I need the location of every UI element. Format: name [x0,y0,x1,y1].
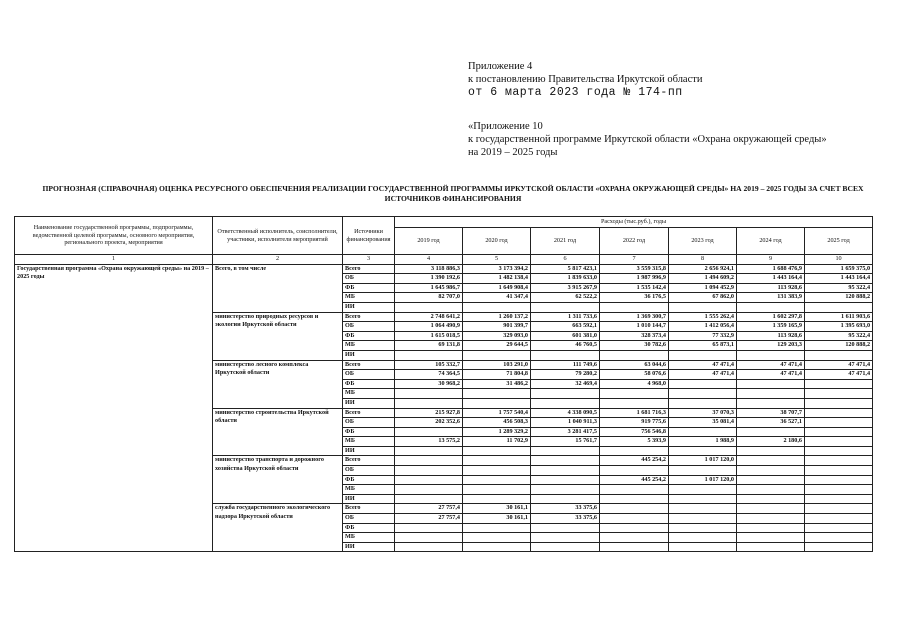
expense-value: 4 338 090,5 [531,408,600,418]
expense-value [531,542,600,552]
expense-value: 3 281 417,5 [531,427,600,437]
table-row [15,264,873,274]
column-index: 6 [531,255,600,265]
expense-value: 29 644,5 [463,341,531,351]
column-index: 5 [463,255,531,265]
expense-value: 65 873,1 [669,341,737,351]
expense-value: 103 291,0 [463,360,531,370]
funding-source: Всего [343,408,395,418]
expense-value [600,533,669,543]
expense-value [600,350,669,360]
expense-value: 3 118 886,3 [395,264,463,274]
expense-value: 1 649 908,4 [463,283,531,293]
expense-value [737,542,805,552]
expense-value [463,302,531,312]
expense-value [805,494,873,504]
expense-value: 1 443 164,4 [737,274,805,284]
expense-value [737,485,805,495]
appendix-resolution: к постановлению Правительства Иркутской области [468,74,703,85]
expense-value [463,456,531,466]
expense-value: 47 471,4 [805,360,873,370]
expense-value: 47 471,4 [669,360,737,370]
expense-value [805,350,873,360]
funding-source: МБ [343,533,395,543]
expense-value [737,379,805,389]
expense-value [395,485,463,495]
expense-value: 37 070,3 [669,408,737,418]
expense-value [463,466,531,476]
expense-value [805,523,873,533]
expense-value: 663 592,1 [531,322,600,332]
expense-value: 756 546,8 [600,427,669,437]
expense-value [669,427,737,437]
expense-value: 36 176,5 [600,293,669,303]
expense-value [600,504,669,514]
expense-value: 36 527,1 [737,418,805,428]
appendix-date: от 6 марта 2023 года № 174-пп [468,86,683,99]
executor-name: служба государственного экологического надзора Иркутской области [213,504,343,552]
expense-value [463,533,531,543]
executor-name: министерство природных ресурсов и экологии Иркутской области [213,312,343,360]
appendix-number: Приложение 4 [468,61,533,72]
expense-value [531,446,600,456]
funding-source: ИИ [343,446,395,456]
funding-source: МБ [343,293,395,303]
expense-value [737,533,805,543]
expense-value [463,485,531,495]
expense-value [600,514,669,524]
expense-value [737,427,805,437]
expense-value: 1 555 262,4 [669,312,737,322]
expense-value [395,389,463,399]
expense-value: 1 017 120,0 [669,475,737,485]
expense-value [737,514,805,524]
expense-value [600,446,669,456]
expense-value [805,302,873,312]
expense-value [395,350,463,360]
expense-value [669,523,737,533]
expense-value: 30 968,2 [395,379,463,389]
expense-value: 1 988,9 [669,437,737,447]
expense-value: 113 928,6 [737,331,805,341]
expense-value [669,389,737,399]
expense-value: 67 862,0 [669,293,737,303]
funding-source: МБ [343,437,395,447]
expense-value: 2 180,6 [737,437,805,447]
expense-value [805,466,873,476]
expense-value: 33 375,6 [531,514,600,524]
expense-value: 30 161,1 [463,514,531,524]
expense-value: 2 748 641,2 [395,312,463,322]
expense-value: 1 602 297,8 [737,312,805,322]
expense-value: 5 817 423,1 [531,264,600,274]
appendix-header [468,60,702,99]
expense-value: 74 364,5 [395,370,463,380]
expense-value: 1 064 490,9 [395,322,463,332]
expense-value [395,302,463,312]
expense-value: 1 289 329,2 [463,427,531,437]
expense-value: 120 888,2 [805,293,873,303]
funding-source: ОБ [343,466,395,476]
funding-source: МБ [343,341,395,351]
funding-source: МБ [343,389,395,399]
funding-source: ФБ [343,523,395,533]
expense-value [669,485,737,495]
funding-source: ОБ [343,274,395,284]
resource-table [14,216,873,552]
funding-source: ИИ [343,542,395,552]
expense-value [600,398,669,408]
expense-value [395,427,463,437]
executor-name: Всего, в том числе [213,264,343,312]
expense-value: 30 782,6 [600,341,669,351]
expense-value [531,466,600,476]
funding-source: ОБ [343,370,395,380]
expense-value [805,485,873,495]
header-year: 2025 год [805,228,873,255]
expense-value [531,494,600,504]
expense-value: 35 081,4 [669,418,737,428]
expense-value [395,446,463,456]
expense-value: 71 804,8 [463,370,531,380]
expense-value [600,485,669,495]
expense-value: 27 757,4 [395,514,463,524]
expense-value: 33 375,6 [531,504,600,514]
expense-value [737,350,805,360]
expense-value: 69 131,8 [395,341,463,351]
expense-value: 1 094 452,9 [669,283,737,293]
expense-value: 47 471,4 [805,370,873,380]
funding-source: ОБ [343,514,395,524]
funding-source: Всего [343,264,395,274]
expense-value: 1 369 300,7 [600,312,669,322]
expense-value: 47 471,4 [737,360,805,370]
expense-value [669,350,737,360]
expense-value [669,302,737,312]
expense-value [737,466,805,476]
header-year: 2024 год [737,228,805,255]
column-index: 8 [669,255,737,265]
expense-value [600,389,669,399]
expense-value [531,350,600,360]
expense-value [463,523,531,533]
funding-source: ФБ [343,427,395,437]
expense-value [531,456,600,466]
expense-value [669,504,737,514]
expense-value: 11 702,9 [463,437,531,447]
header-year: 2023 год [669,228,737,255]
expense-value: 77 332,9 [669,331,737,341]
expense-value: 2 656 924,1 [669,264,737,274]
expense-value: 1 017 120,0 [669,456,737,466]
expense-value [395,533,463,543]
expense-value: 38 707,7 [737,408,805,418]
column-index: 2 [213,255,343,265]
funding-source: МБ [343,485,395,495]
expense-value [737,456,805,466]
expense-value: 30 161,1 [463,504,531,514]
column-index: 1 [15,255,213,265]
header-year: 2020 год [463,228,531,255]
expense-value [395,456,463,466]
expense-value [463,350,531,360]
expense-value [395,542,463,552]
header-year: 2019 год [395,228,463,255]
expense-value: 1 395 693,0 [805,322,873,332]
document-title: ПРОГНОЗНАЯ (СПРАВОЧНАЯ) ОЦЕНКА РЕСУРСНОГО ОБЕСПЕЧЕНИЯ РЕАЛИЗАЦИИ ГОСУДАРСТВЕННОЙ ПРОГРАММЫ ИРКУТСКОЙ ОБЛАСТИ «ОХРАНА ОКРУЖАЮЩЕЙ СРЕДЫ» НА 2019 – 2025 ГОДЫ ЗА СЧЕТ ВСЕХ ИСТОЧНИКОВ ФИНАНСИРОВАНИЯ [42,184,864,203]
expense-value: 1 681 716,3 [600,408,669,418]
expense-value [395,523,463,533]
expense-value [669,514,737,524]
funding-source: ИИ [343,350,395,360]
expense-value [805,533,873,543]
expense-value: 1 010 144,7 [600,322,669,332]
expense-value [395,475,463,485]
expense-value: 1 839 633,0 [531,274,600,284]
expense-value [737,389,805,399]
expense-value: 62 522,2 [531,293,600,303]
column-index: 7 [600,255,669,265]
expense-value: 1 412 056,4 [669,322,737,332]
expense-value [463,389,531,399]
expense-value: 1 615 018,5 [395,331,463,341]
expense-value [805,456,873,466]
expense-value [669,446,737,456]
expense-value: 111 749,6 [531,360,600,370]
expense-value [805,408,873,418]
expense-value: 15 761,7 [531,437,600,447]
expense-value [805,504,873,514]
appendix-program-name: к государственной программе Иркутской области «Охрана окружающей среды» [468,134,827,145]
expense-value: 1 645 986,7 [395,283,463,293]
funding-source: ФБ [343,475,395,485]
expense-value [805,437,873,447]
expense-value: 1 311 733,6 [531,312,600,322]
expense-value [600,466,669,476]
expense-value [600,494,669,504]
expense-value: 41 347,4 [463,293,531,303]
expense-value: 1 688 476,9 [737,264,805,274]
expense-value [737,494,805,504]
funding-source: ИИ [343,494,395,504]
expense-value [531,523,600,533]
expense-value [669,494,737,504]
expense-value: 131 383,9 [737,293,805,303]
expense-value: 27 757,4 [395,504,463,514]
funding-source: Всего [343,312,395,322]
expense-value: 1 443 164,4 [805,274,873,284]
expense-value [805,379,873,389]
expense-value [805,514,873,524]
expense-value [805,542,873,552]
expense-value [531,302,600,312]
expense-value [531,485,600,495]
expense-value [805,418,873,428]
funding-source: Всего [343,360,395,370]
expense-value: 58 076,6 [600,370,669,380]
expense-value [600,302,669,312]
expense-value [805,475,873,485]
expense-value [531,533,600,543]
expense-value [669,533,737,543]
executor-name: министерство транспорта и дорожного хозяйства Иркутской области [213,456,343,504]
funding-source: ФБ [343,331,395,341]
expense-value: 445 254,2 [600,456,669,466]
expense-value [737,475,805,485]
column-index: 3 [343,255,395,265]
expense-value: 1 260 137,2 [463,312,531,322]
column-index: 9 [737,255,805,265]
expense-value: 1 611 903,6 [805,312,873,322]
expense-value: 329 093,0 [463,331,531,341]
expense-value: 120 888,2 [805,341,873,351]
funding-source: ОБ [343,418,395,428]
program-name: Государственная программа «Охрана окружающей среды» на 2019 – 2025 годы [15,264,213,552]
expense-value: 1 659 375,0 [805,264,873,274]
expense-value: 4 968,0 [600,379,669,389]
expense-value: 1 987 996,9 [600,274,669,284]
expense-value: 105 332,7 [395,360,463,370]
column-index: 10 [805,255,873,265]
expense-value: 328 373,4 [600,331,669,341]
expense-value: 32 469,4 [531,379,600,389]
expense-value: 1 494 609,2 [669,274,737,284]
appendix-program-number: «Приложение 10 [468,121,543,132]
expense-value [531,398,600,408]
expense-value [805,389,873,399]
expense-value [805,398,873,408]
expense-value [600,523,669,533]
expense-value [463,542,531,552]
expense-value: 13 575,2 [395,437,463,447]
header-year: 2022 год [600,228,669,255]
funding-source: ФБ [343,283,395,293]
funding-source: ОБ [343,322,395,332]
expense-value [463,446,531,456]
column-index: 4 [395,255,463,265]
expense-value: 1 757 540,4 [463,408,531,418]
header-source: Источники финансирования [343,217,395,255]
expense-value: 3 173 394,2 [463,264,531,274]
expense-value: 63 044,6 [600,360,669,370]
funding-source: Всего [343,456,395,466]
expense-value: 82 707,0 [395,293,463,303]
expense-value: 1 359 165,9 [737,322,805,332]
expense-value [669,379,737,389]
funding-source: Всего [343,504,395,514]
executor-name: министерство лесного комплекса Иркутской области [213,360,343,408]
expense-value: 46 760,5 [531,341,600,351]
executor-name: министерство строительства Иркутской области [213,408,343,456]
expense-value [805,446,873,456]
header-name: Наименование государственной программы, подпрограммы, ведомственной целевой программы, основного мероприятия, регионального проекта, мероприятия [15,217,213,255]
expense-value: 601 381,0 [531,331,600,341]
column-index-row [15,255,873,265]
expense-value: 95 322,4 [805,283,873,293]
expense-value [395,398,463,408]
expense-value: 901 399,7 [463,322,531,332]
expense-value [531,475,600,485]
expense-value: 47 471,4 [737,370,805,380]
expense-value: 95 322,4 [805,331,873,341]
expense-value [737,446,805,456]
expense-value: 445 254,2 [600,475,669,485]
appendix-program-header [468,120,827,159]
expense-value [669,398,737,408]
expense-value: 1 040 911,3 [531,418,600,428]
expense-value: 47 471,4 [669,370,737,380]
header-expenses: Расходы (тыс.руб.), годы [395,217,873,228]
expense-value [805,427,873,437]
expense-value [463,475,531,485]
expense-value: 1 535 142,4 [600,283,669,293]
expense-value: 79 280,2 [531,370,600,380]
expense-value [463,398,531,408]
expense-value: 1 482 138,4 [463,274,531,284]
expense-value: 215 927,8 [395,408,463,418]
expense-value [395,494,463,504]
expense-value: 3 915 267,9 [531,283,600,293]
header-year: 2021 год [531,228,600,255]
funding-source: ИИ [343,302,395,312]
expense-value: 5 393,9 [600,437,669,447]
expense-value: 3 559 315,8 [600,264,669,274]
funding-source: ФБ [343,379,395,389]
expense-value: 456 508,3 [463,418,531,428]
expense-value [737,302,805,312]
expense-value [737,523,805,533]
expense-value [395,466,463,476]
header-executor: Ответственный исполнитель, соисполнители, участники, исполнители мероприятий [213,217,343,255]
expense-value [669,466,737,476]
expense-value: 113 928,6 [737,283,805,293]
expense-value [463,494,531,504]
expense-value [737,504,805,514]
expense-value [531,389,600,399]
expense-value [737,398,805,408]
expense-value: 202 352,6 [395,418,463,428]
funding-source: ИИ [343,398,395,408]
expense-value: 919 775,6 [600,418,669,428]
expense-value: 31 486,2 [463,379,531,389]
expense-value [600,542,669,552]
appendix-program-years: на 2019 – 2025 годы [468,147,558,158]
expense-value: 1 390 192,6 [395,274,463,284]
expense-value [669,542,737,552]
expense-value: 129 203,3 [737,341,805,351]
